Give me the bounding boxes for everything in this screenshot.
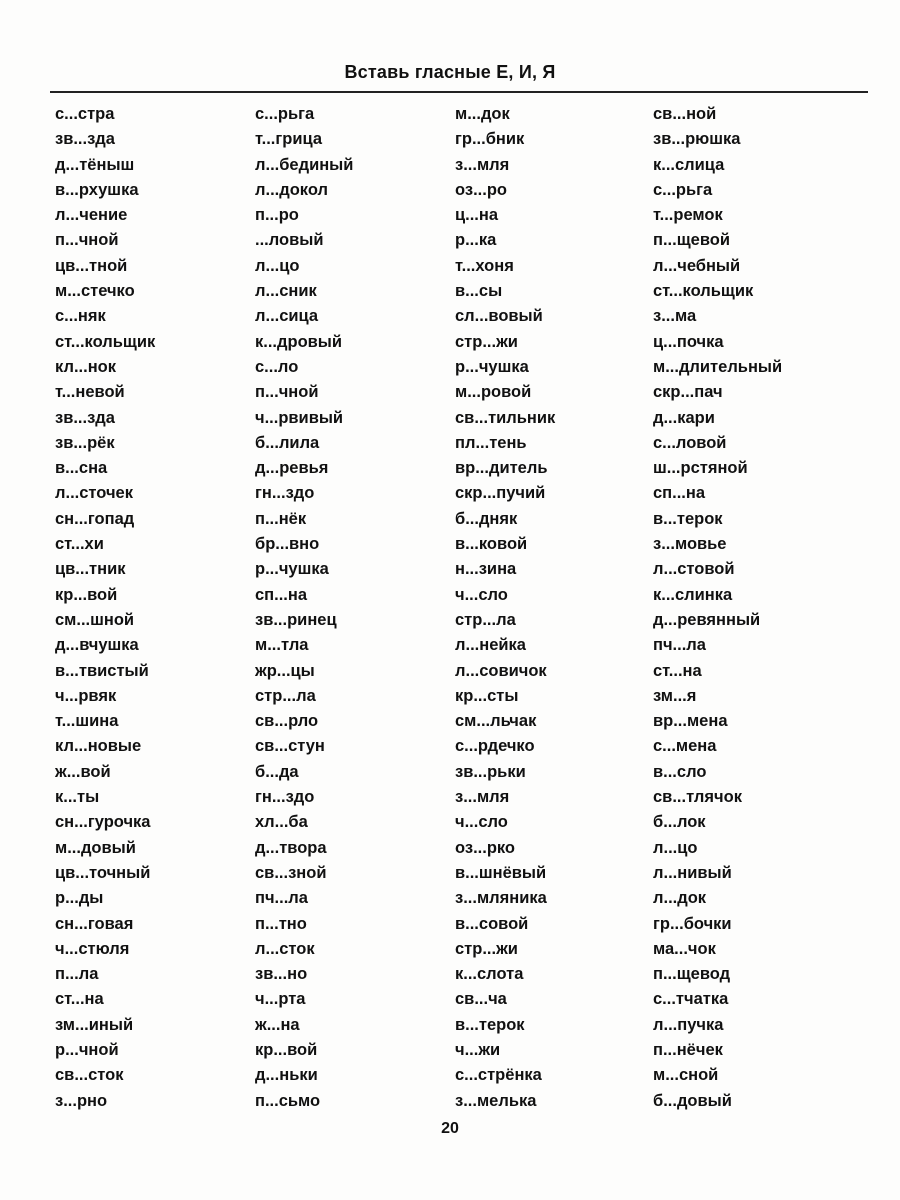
word-columns [55, 102, 875, 1110]
word-item: д...тёныш [55, 155, 135, 174]
word-item: ц...почка [653, 332, 724, 351]
word-item: стр...ла [455, 610, 516, 629]
word-item: цв...точный [55, 863, 151, 882]
word-item: л...цо [255, 256, 300, 275]
word-item: с...няк [55, 307, 106, 326]
word-item: с...рьга [653, 180, 713, 199]
word-item: зв...но [255, 965, 308, 984]
word-item: см...шной [55, 610, 135, 629]
word-item: т...шина [55, 712, 119, 731]
word-item: ст...кольщик [55, 332, 156, 351]
word-item: л...пучка [653, 1015, 724, 1034]
word-item: б...довый [653, 1091, 732, 1110]
word-item: зв...рёк [55, 433, 115, 452]
word-item: з...ма [653, 307, 697, 326]
word-item: с...рьга [255, 105, 315, 123]
word-item: ж...вой [55, 762, 111, 781]
word-item: п...тно [255, 914, 307, 933]
word-item: сл...вовый [455, 307, 543, 326]
word-item: т...грица [255, 130, 322, 149]
word-item: б...лила [255, 433, 320, 452]
word-item: л...бединый [255, 155, 354, 174]
word-item: ст...на [55, 990, 104, 1009]
word-item: к...слота [455, 965, 524, 984]
word-item: гр...бочки [653, 914, 732, 933]
word-item: ц...на [455, 206, 499, 225]
word-item: сп...на [255, 585, 308, 604]
word-item: в...твистый [55, 661, 149, 680]
word-item: см...льчак [455, 712, 537, 731]
word-item: л...стовой [653, 560, 735, 579]
word-item: п...нёк [255, 509, 307, 528]
word-item: б...да [255, 762, 299, 781]
word-item: цв...тник [55, 560, 126, 579]
word-item: п...сьмо [255, 1091, 321, 1110]
word-item: цв...тной [55, 256, 128, 275]
word-item: сн...гурочка [55, 813, 151, 832]
word-item: м...длительный [653, 357, 783, 376]
word-item: п...ла [55, 965, 99, 984]
word-item: з...рно [55, 1091, 108, 1110]
word-item: б...лок [653, 813, 706, 832]
word-item: р...чушка [455, 357, 529, 376]
word-item: св...тильник [455, 408, 556, 427]
word-item: с...рдечко [455, 737, 535, 756]
word-item: м...сной [653, 1066, 719, 1085]
word-item: п...чной [255, 383, 319, 402]
word-item: п...щевод [653, 965, 731, 984]
word-item: д...ревянный [653, 610, 761, 629]
word-item: в...сна [55, 459, 108, 478]
word-item: ч...рта [255, 990, 306, 1009]
word-column-4 [653, 102, 782, 1114]
word-item: ч...сло [455, 585, 508, 604]
word-item: ма...чок [653, 939, 716, 958]
word-item: м...тла [255, 636, 309, 655]
word-item: св...рло [255, 712, 319, 731]
word-item: стр...ла [255, 686, 316, 705]
word-item: л...цо [653, 838, 698, 857]
word-item: л...чебный [653, 256, 741, 275]
word-item: оз...рко [455, 838, 516, 857]
word-item: зв...рюшка [653, 130, 741, 149]
word-item: св...ной [653, 105, 717, 123]
word-item: л...сток [255, 939, 315, 958]
word-item: сн...говая [55, 914, 134, 933]
word-item: в...ковой [455, 535, 528, 554]
word-item: р...ка [455, 231, 497, 250]
word-item: св...тлячок [653, 788, 742, 807]
page-title: Вставь гласные Е, И, Я [344, 62, 556, 82]
word-item: б...дняк [455, 509, 518, 528]
word-item: ст...хи [55, 535, 104, 554]
word-item: л...чение [55, 206, 128, 225]
word-column-1 [55, 102, 155, 1114]
word-item: л...нейка [455, 636, 526, 655]
word-item: зв...зда [55, 408, 115, 427]
word-item: сп...на [653, 484, 706, 503]
page-number: 20 [441, 1120, 459, 1137]
word-item: ...ловый [255, 231, 324, 250]
word-item: д...вчушка [55, 636, 139, 655]
word-item: л...совичок [455, 661, 547, 680]
word-item: л...док [653, 889, 707, 908]
word-item: ст...кольщик [653, 282, 754, 301]
word-item: гр...бник [455, 130, 525, 149]
word-item: л...сточек [55, 484, 133, 503]
word-item: п...чной [55, 231, 119, 250]
word-item: пч...ла [255, 889, 308, 908]
word-item: зв...ринец [255, 610, 337, 629]
word-item: н...зина [455, 560, 517, 579]
word-item: в...шнёвый [455, 863, 547, 882]
word-item: л...сник [255, 282, 317, 301]
word-item: д...ревья [255, 459, 329, 478]
word-item: в...терок [653, 509, 723, 528]
word-item: з...мляника [455, 889, 547, 908]
word-item: т...невой [55, 383, 125, 402]
word-item: с...ловой [653, 433, 727, 452]
word-item: к...слинка [653, 585, 733, 604]
word-item: м...стечко [55, 282, 135, 301]
word-item: оз...ро [455, 180, 507, 199]
word-item: св...стун [255, 737, 325, 756]
word-item: ш...рстяной [653, 459, 748, 478]
word-item: р...чушка [255, 560, 329, 579]
word-item: ч...рвяк [55, 686, 117, 705]
word-item: скр...пач [653, 383, 723, 402]
word-item: скр...пучий [455, 484, 546, 503]
word-item: св...ча [455, 990, 507, 1009]
word-item: хл...ба [255, 813, 308, 832]
word-item: д...твора [255, 838, 327, 857]
word-item: к...ты [55, 788, 100, 807]
word-item: св...сток [55, 1066, 124, 1085]
word-item: в...сло [653, 762, 707, 781]
word-item: гн...здо [255, 788, 315, 807]
word-item: стр...жи [455, 939, 518, 958]
word-item: л...докол [255, 180, 328, 199]
word-item: ч...жи [455, 1040, 501, 1059]
word-column-2 [255, 102, 353, 1114]
word-item: з...мля [455, 155, 510, 174]
word-item: ст...на [653, 661, 702, 680]
word-item: ч...стюля [55, 939, 130, 958]
word-item: кл...новые [55, 737, 142, 756]
word-item: м...ровой [455, 383, 532, 402]
word-item: зм...я [653, 686, 697, 705]
word-item: зв...рьки [455, 762, 526, 781]
word-item: в...сы [455, 282, 503, 301]
word-item: д...ньки [255, 1066, 318, 1085]
word-item: з...мля [455, 788, 510, 807]
word-item: м...довый [55, 838, 136, 857]
word-item: т...ремок [653, 206, 723, 225]
word-item: ж...на [255, 1015, 300, 1034]
word-item: к...слица [653, 155, 725, 174]
word-item: ч...рвивый [255, 408, 344, 427]
word-item: вр...дитель [455, 459, 548, 478]
word-item: п...нёчек [653, 1040, 723, 1059]
word-item: з...мовье [653, 535, 727, 554]
word-item: кл...нок [55, 357, 116, 376]
word-item: сн...гопад [55, 509, 135, 528]
word-item: пл...тень [455, 433, 527, 452]
word-item: р...ды [55, 889, 104, 908]
word-item: с...ло [255, 357, 299, 376]
word-item: вр...мена [653, 712, 728, 731]
word-item: з...мелька [455, 1091, 537, 1110]
word-item: зм...иный [55, 1015, 134, 1034]
word-item: кр...вой [55, 585, 118, 604]
word-item: в...рхушка [55, 180, 139, 199]
word-column-3 [455, 102, 555, 1114]
word-item: стр...жи [455, 332, 518, 351]
word-item: гн...здо [255, 484, 315, 503]
word-item: м...док [455, 105, 510, 123]
word-item: в...совой [455, 914, 529, 933]
word-item: пч...ла [653, 636, 706, 655]
word-item: д...кари [653, 408, 715, 427]
word-item: с...тчатка [653, 990, 729, 1009]
word-item: л...нивый [653, 863, 732, 882]
word-item: к...дровый [255, 332, 343, 351]
word-item: с...стрёнка [455, 1066, 542, 1085]
word-item: п...щевой [653, 231, 730, 250]
word-item: зв...зда [55, 130, 115, 149]
word-item: св...зной [255, 863, 327, 882]
word-item: с...стра [55, 105, 115, 123]
word-item: р...чной [55, 1040, 119, 1059]
word-item: п...ро [255, 206, 299, 225]
word-item: бр...вно [255, 535, 320, 554]
word-item: л...сица [255, 307, 319, 326]
word-item: т...хоня [455, 256, 514, 275]
word-item: ч...сло [455, 813, 508, 832]
word-item: в...терок [455, 1015, 525, 1034]
word-item: кр...сты [455, 686, 519, 705]
word-item: с...мена [653, 737, 717, 756]
title-underline [50, 91, 868, 93]
word-item: жр...цы [255, 661, 315, 680]
word-item: кр...вой [255, 1040, 318, 1059]
